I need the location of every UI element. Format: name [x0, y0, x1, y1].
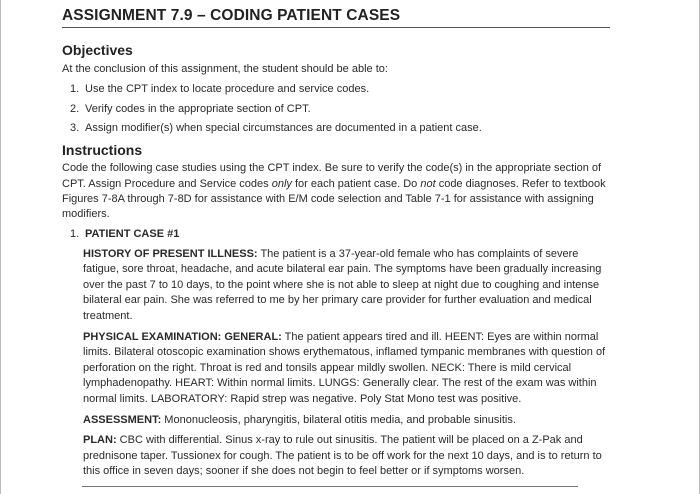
- objective-number: 2.: [70, 102, 80, 115]
- objective-item: [70, 102, 610, 117]
- objective-number: 1.: [70, 83, 80, 96]
- plan-paragraph: [83, 433, 610, 480]
- instructions-paragraph: [62, 161, 610, 222]
- exam-text: The patient appears tired and ill. HEENT: Eyes are within normal limits. Bilateral otoscopic examination shows erythematous, inflamed tympanic membranes with question of perforation on the right. Throat is red and tonsils appear mildly swollen. NECK: There is mild cervical lymphadenopathy. HEART: Within normal limits. LUNGS: Generally clear. The rest of the exam was within normal limits. LABORATORY: Rapid strep was negative. Poly Stat Mono test was positive.: [83, 330, 606, 406]
- objectives-heading: Objectives: [62, 42, 133, 58]
- objective-text: Use the CPT index to locate procedure and service codes.: [85, 83, 370, 96]
- exam-label: PHYSICAL EXAMINATION: GENERAL:: [83, 330, 282, 343]
- objective-item: [70, 121, 610, 136]
- history-text: The patient is a 37-year-old female who has complaints of severe fatigue, sore throat, headache, and acute bilateral ear pain. The symptoms have been gradually increasing over the past 7 to 10 days, to the point where she is not able to sleep at night due to coughing and intense bilateral ear pain. She was referred to me by her primary care provider for further evaluation and medical treatment.: [83, 247, 602, 323]
- instructions-emphasis: only: [271, 177, 292, 190]
- document-page: [62, 0, 610, 480]
- objectives-intro: At the conclusion of this assignment, the student should be able to:: [62, 63, 388, 75]
- objectives-list: [62, 82, 610, 136]
- patient-case-heading: [70, 227, 610, 242]
- objective-text: Verify codes in the appropriate section of CPT.: [85, 102, 311, 115]
- instructions-text: for each patient case. Do: [291, 177, 421, 190]
- history-label: HISTORY OF PRESENT ILLNESS:: [83, 247, 258, 260]
- assessment-paragraph: [83, 413, 610, 429]
- answer-line: [82, 486, 578, 487]
- instructions-text: code diagnoses. Refer to textbook Figures 7-8A through 7-8D for assistance with E/M code selection and Table 7-1 for assistance with assigning modifiers.: [62, 177, 606, 221]
- exam-paragraph: [83, 330, 610, 408]
- case-number: 1.: [70, 227, 80, 240]
- objective-text: Assign modifier(s) when special circumstances are documented in a patient case.: [85, 122, 482, 135]
- assessment-label: ASSESSMENT:: [83, 413, 162, 426]
- instructions-heading: Instructions: [62, 142, 143, 159]
- objective-number: 3.: [70, 122, 80, 135]
- assignment-title: ASSIGNMENT 7.9 – CODING PATIENT CASES: [62, 7, 610, 28]
- assessment-text: Mononucleosis, pharyngitis, bilateral otitis media, and probable sinusitis.: [161, 413, 516, 426]
- plan-label: PLAN:: [83, 434, 117, 447]
- case-title: PATIENT CASE #1: [85, 227, 180, 240]
- instructions-text: Code the following case studies using the CPT index. Be sure to verify the code(s) in the appropriate section of CPT. Assign Procedure and Service codes: [62, 162, 602, 190]
- instructions-emphasis: not: [420, 177, 436, 190]
- page-left-edge: [0, 0, 1, 494]
- objective-item: [70, 82, 610, 97]
- history-paragraph: [83, 247, 610, 325]
- plan-text: CBC with differential. Sinus x-ray to rule out sinusitis. The patient will be placed on a Z-Pak and prednisone taper. Tussionex for cough. The patient is to be off work for the next 10 days, and is to return to this office in seven days; sooner if she does not begin to feel better or if symptoms worsen.: [83, 434, 602, 478]
